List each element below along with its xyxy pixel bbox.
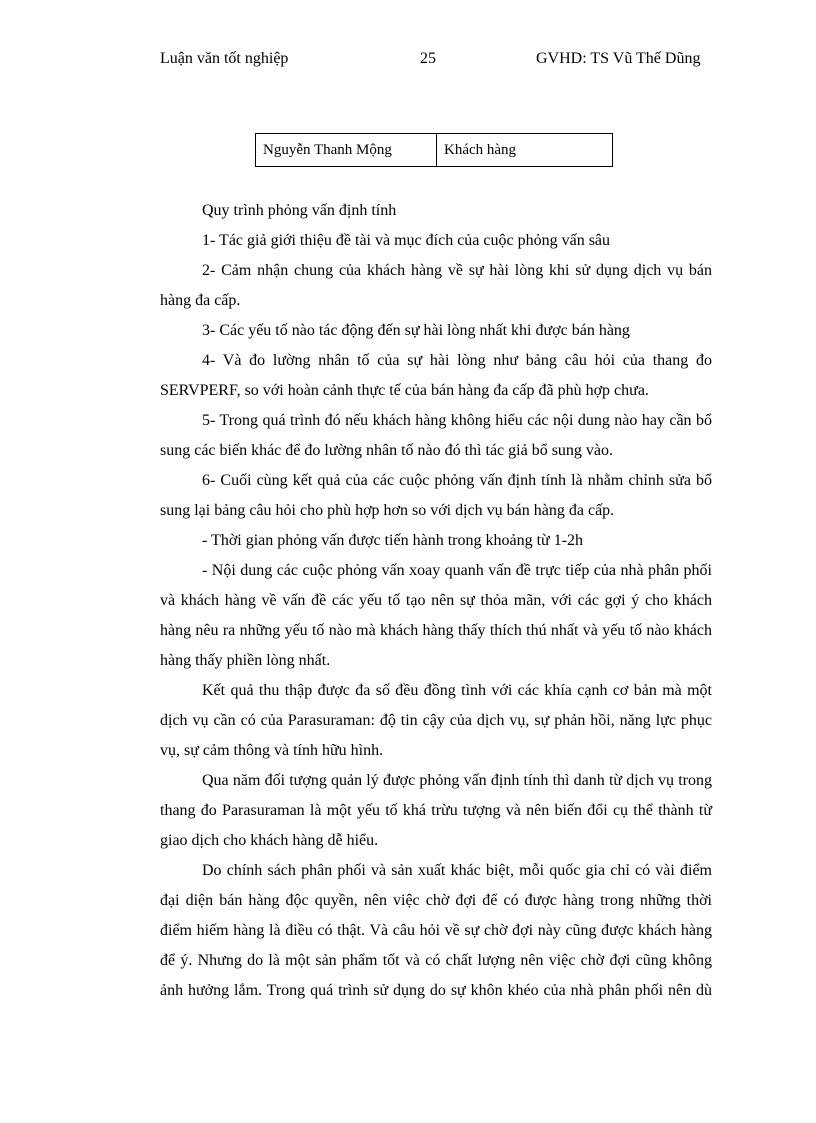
table-cell-role: Khách hàng — [437, 134, 613, 167]
paragraph-process-title: Quy trình phỏng vấn định tính — [202, 202, 397, 219]
interviewee-table — [255, 133, 613, 167]
table-row — [256, 134, 613, 167]
paragraph-step-2: 2- Cảm nhận chung của khách hàng về sự hài lòng khi sử dụng dịch vụ bán hàng đa cấp. — [160, 262, 712, 309]
table-cell-name: Nguyễn Thanh Mộng — [256, 134, 437, 167]
page-number: 25 — [420, 50, 436, 67]
header-advisor: GVHD: TS Vũ Thế Dũng — [536, 50, 701, 67]
paragraph-duration: - Thời gian phỏng vấn được tiến hành trong khoảng từ 1-2h — [202, 532, 584, 549]
body-text — [160, 196, 712, 1006]
paragraph-step-4: 4- Và đo lường nhân tố của sự hài lòng như bảng câu hỏi của thang đo SERVPERF, so với hoàn cảnh thực tế của bán hàng đa cấp đã phù hợp chưa. — [160, 352, 712, 399]
paragraph-managers: Qua năm đối tượng quản lý được phỏng vấn định tính thì danh từ dịch vụ trong thang đo Parasuraman là một yếu tố khá trừu tượng và nên biến đổi cụ thể thành từ giao dịch cho khách hàng dễ hiểu. — [160, 772, 712, 849]
paragraph-step-6: 6- Cuối cùng kết quả của các cuộc phỏng vấn định tính là nhằm chỉnh sửa bổ sung lại bảng câu hỏi cho phù hợp hơn so với dịch vụ bán hàng đa cấp. — [160, 472, 712, 519]
paragraph-step-5: 5- Trong quá trình đó nếu khách hàng không hiểu các nội dung nào hay cần bổ sung các biến khác để đo lường nhân tố nào đó thì tác giả bổ sung vào. — [160, 412, 712, 459]
paragraph-results: Kết quả thu thập được đa số đều đồng tình với các khía cạnh cơ bản mà một dịch vụ cần có của Parasuraman: độ tin cậy của dịch vụ, sự phản hồi, năng lực phục vụ, sự cảm thông và tính hữu hình. — [160, 682, 712, 759]
paragraph-step-3: 3- Các yếu tố nào tác động đến sự hài lòng nhất khi được bán hàng — [202, 322, 630, 339]
header-thesis-title: Luận văn tốt nghiệp — [160, 50, 289, 67]
paragraph-content: - Nội dung các cuộc phỏng vấn xoay quanh vấn đề trực tiếp của nhà phân phối và khách hàng về vấn đề các yếu tố tạo nên sự thỏa mãn, với các gợi ý cho khách hàng nêu ra những yếu tố nào mà khách hàng thấy thích thú nhất và yếu tố nào khách hàng thấy phiền lòng nhất. — [160, 562, 712, 669]
paragraph-distribution: Do chính sách phân phối và sản xuất khác biệt, mỗi quốc gia chỉ có vài điểm đại diện bán hàng độc quyền, nên việc chờ đợi để có được hàng trong những thời điểm hiếm hàng là điều có thật. Và câu hỏi về sự chờ đợi này cũng được khách hàng để ý. Nhưng do là một sản phẩm tốt và có chất lượng nên việc chờ đợi cũng không ảnh hưởng lắm. Trong quá trình sử dụng do sự khôn khéo của nhà phân phối nên dù — [160, 862, 712, 999]
paragraph-step-1: 1- Tác giả giới thiệu đề tài và mục đích của cuộc phỏng vấn sâu — [202, 232, 611, 249]
